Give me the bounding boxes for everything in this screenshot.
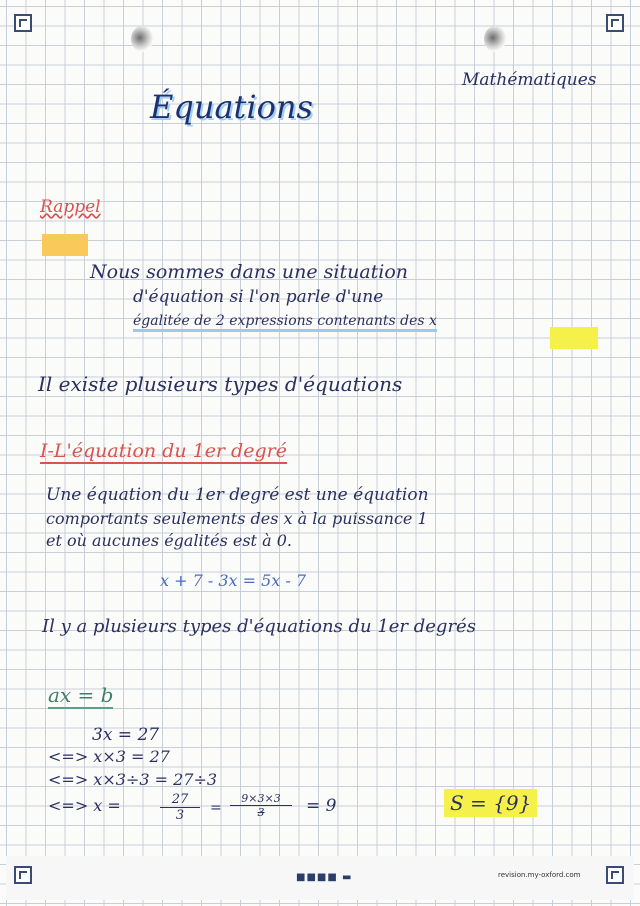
axb-label: ax = b xyxy=(48,683,114,707)
fraction-simplify xyxy=(230,792,292,819)
subject-label: Mathématiques xyxy=(462,70,597,90)
definition-line-1: Une équation du 1er degré est une équation xyxy=(46,485,429,505)
page-title: Équations xyxy=(150,88,313,126)
example-equation: x + 7 - 3x = 5x - 7 xyxy=(160,571,307,590)
section-heading: I-L'équation du 1er degré xyxy=(40,440,287,462)
solve-step-2: <=> x×3 = 27 xyxy=(48,747,170,766)
fraction-denominator: 3 xyxy=(175,808,185,823)
solve-step-4-left: <=> x = xyxy=(48,796,121,815)
solve-step-4-right: = 9 xyxy=(306,796,337,816)
corner-marker-top-right xyxy=(606,14,624,32)
rappel-line-1: Nous sommes dans une situation xyxy=(90,261,409,283)
rappel-label: Rappel xyxy=(40,197,101,217)
corner-marker-bottom-left xyxy=(14,866,32,884)
corner-marker-bottom-right xyxy=(606,866,624,884)
punch-hole-right xyxy=(484,26,506,52)
punch-hole-left xyxy=(131,26,153,52)
corner-marker-top-left xyxy=(14,14,32,32)
fraction-numerator: 27 xyxy=(160,792,200,808)
types-line: Il y a plusieurs types d'équations du 1er degrés xyxy=(42,616,476,637)
definition-line-3: et où aucunes égalités est à 0. xyxy=(46,531,292,550)
footer-site: revision.my-oxford.com xyxy=(498,871,581,879)
intro-line: Il existe plusieurs types d'équations xyxy=(38,372,403,396)
fraction-27-over-3 xyxy=(160,792,200,823)
solve-step-3: <=> x×3÷3 = 27÷3 xyxy=(48,770,218,789)
highlight-orange-mark xyxy=(42,234,88,256)
solve-step-1: 3x = 27 xyxy=(92,725,160,745)
rappel-line-3: égalitée de 2 expressions contenants des x xyxy=(133,313,437,332)
fraction-mid-numerator: 9×3×3 xyxy=(230,792,292,806)
equals-sign: = xyxy=(210,800,222,816)
fraction-mid-denominator: 3 xyxy=(257,806,265,819)
solution-set: S = {9} xyxy=(444,789,537,817)
definition-line-2: comportants seulements des x à la puissance 1 xyxy=(46,509,428,528)
footer-dots-icon: ■■■■ ▬ xyxy=(296,872,353,883)
rappel-line-2: d'équation si l'on parle d'une xyxy=(133,287,384,307)
highlight-yellow-mark xyxy=(550,327,598,349)
